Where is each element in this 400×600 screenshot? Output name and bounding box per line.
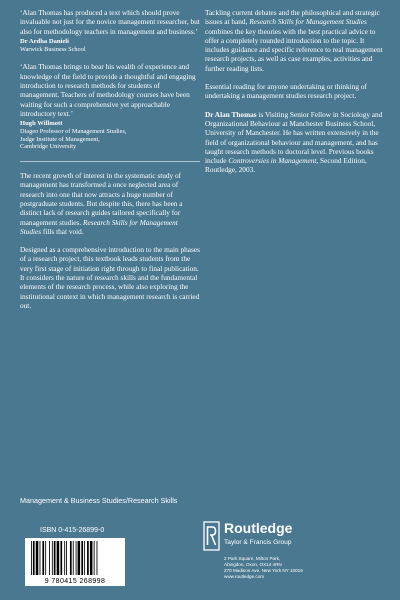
quote-2-author: Hugh Willmott — [20, 120, 63, 128]
quote-2-affiliation-2: Judge Institute of Management, — [20, 135, 100, 143]
quote-1-text: ‘Alan Thomas has produced a text which should prove invaluable not just for the novice management researcher, but also for methodology teachers in management and business.’ — [20, 8, 200, 36]
barcode-number: 9 780415 268998 — [44, 578, 106, 585]
divider — [20, 161, 200, 162]
right-column — [205, 8, 387, 184]
author-name: Dr Alan Thomas — [205, 109, 257, 119]
para-1-text: The recent growth of interest in the systematic study of management has transformed a once neglected area of research into one that now attracts a huge number of postgraduate students. But despite this, there has been a distinct lack of research guides tailored specifically for management studies. — [20, 171, 183, 227]
publisher-address — [224, 556, 303, 580]
left-column — [20, 8, 200, 319]
description-paragraph-4 — [205, 82, 387, 101]
publisher-logo — [203, 519, 383, 559]
para-3-text: Tackling current debates and the philosophical and strategic issues at hand, — [205, 8, 380, 27]
description-paragraph-3 — [205, 8, 387, 73]
endorsement-quote-2 — [20, 62, 200, 151]
quote-2-text: ‘Alan Thomas brings to bear his wealth of experience and knowledge of the field to provide a thoughtful and engaging introduction to research methods for students of management. Teachers of methodology courses have been waiting for such a comprehensive yet approachable introductory text.’ — [20, 62, 196, 118]
isbn-label: ISBN 0-415-26899-0 — [40, 527, 105, 534]
bio-book-title: Controversies in Management — [228, 156, 317, 166]
address-line-2: Abingdon, Oxon, OX14 4RN — [224, 561, 282, 567]
publisher-tagline: Taylor & Francis Group — [224, 539, 292, 546]
bio-text: is Visiting Senior Fellow in Sociology and Organizational Behaviour at Manchester Business School, University of Manchester. He has written extensively in the field of organizational behaviour and management, and has taught research methods to doctoral level. Previous books include — [205, 109, 383, 166]
bio-end: , Second Edition, Routledge, 2003. — [205, 156, 367, 175]
author-bio — [205, 110, 387, 175]
cover-footer — [0, 452, 400, 600]
para-2-text: Designed as a comprehensive introduction to the main phases of a research project, this textbook leads students from the very first stage of initiation right through to final publication. It considers the nature of research skills and the fundamental elements of the research process, while also exploring the institutional context in which management research is carried out. — [20, 245, 200, 310]
para-1-end: fills that void. — [41, 226, 84, 236]
para-1-book-title: Research Skills for Management Studies — [20, 217, 178, 236]
quote-1-affiliation: Warwick Business School — [20, 45, 86, 53]
routledge-logo-icon — [203, 521, 220, 551]
para-3-book-title: Research Skills for Management Studies — [249, 17, 367, 27]
address-line-1: 2 Park Square, Milton Park, — [224, 556, 281, 561]
address-line-3: 270 Madison Ave, New York NY 10016 — [224, 567, 303, 573]
para-3-end: combines the key theories with the best practical advice to offer a completely rounded introduction to the topic. It includes guidance and specific reference to real management research projects, as well as case examples, activities and further reading lists. — [205, 26, 383, 73]
subject-category: Management & Business Studies/Research Skills — [20, 496, 178, 505]
description-paragraph-2 — [20, 245, 200, 310]
quote-2-affiliation-3: Cambridge University — [20, 143, 77, 151]
barcode-icon — [25, 538, 125, 576]
quote-1-author: Dr Ardha Danieli — [20, 37, 69, 45]
publisher-name: Routledge — [224, 520, 293, 536]
address-line-4: www.routledge.com — [224, 573, 265, 579]
quote-2-affiliation-1: Diageo Professor of Management Studies, — [20, 128, 127, 136]
endorsement-quote-1 — [20, 8, 200, 53]
description-paragraph-1 — [20, 171, 200, 236]
para-4-text: Essential reading for anyone undertaking or thinking of undertaking a management studies research project. — [205, 82, 367, 101]
barcode — [25, 538, 125, 586]
